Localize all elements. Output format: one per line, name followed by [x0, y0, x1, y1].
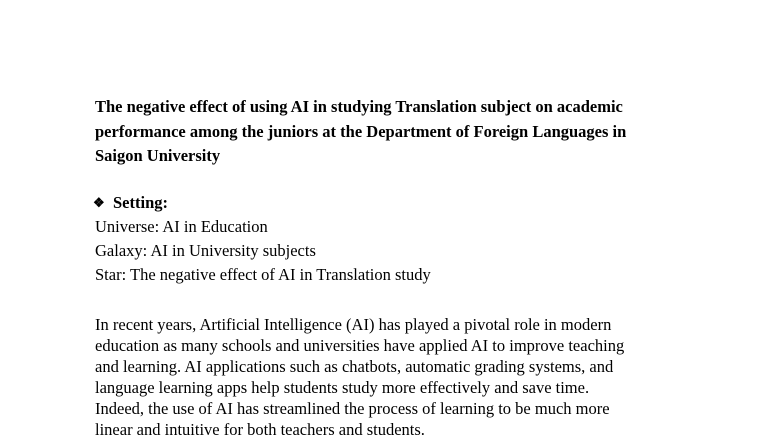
title-line-3: Saigon University	[95, 146, 221, 165]
document-title	[95, 95, 695, 169]
title-line-1: The negative effect of using AI in studying Translation subject on academic	[95, 97, 623, 116]
paragraph-line-6: linear and intuitive for both teachers and students.	[95, 420, 425, 439]
setting-item-star: Star: The negative effect of AI in Translation study	[95, 265, 431, 284]
paragraph-line-5: Indeed, the use of AI has streamlined the process of learning to be much more	[95, 399, 610, 418]
paragraph-line-2: education as many schools and universities have applied AI to improve teaching	[95, 336, 625, 355]
setting-heading-row	[95, 191, 431, 215]
title-line-2: performance among the juniors at the Department of Foreign Languages in	[95, 121, 627, 141]
setting-section	[95, 191, 431, 287]
setting-item-galaxy: Galaxy: AI in University subjects	[95, 241, 316, 260]
paragraph-line-4: language learning apps help students study more effectively and save time.	[95, 378, 590, 397]
paragraph-line-3: and learning. AI applications such as chatbots, automatic grading systems, and	[95, 357, 614, 376]
diamond-bullet-icon: ❖	[93, 195, 105, 210]
intro-paragraph	[95, 314, 715, 440]
setting-heading: Setting:	[113, 193, 168, 212]
setting-item-universe: Universe: AI in Education	[95, 217, 268, 236]
paragraph-line-1: In recent years, Artificial Intelligence (AI) has played a pivotal role in modern	[95, 315, 612, 334]
